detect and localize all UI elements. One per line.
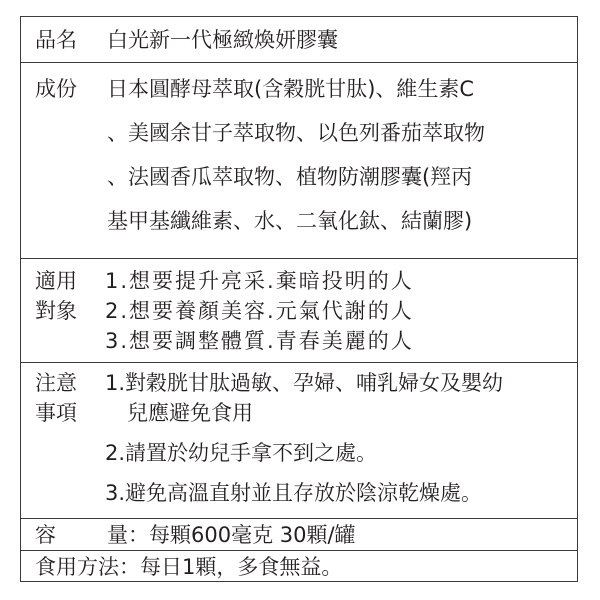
capacity-value: 量：每顆600毫克 30顆/罐: [107, 523, 356, 547]
caution-row: [21, 363, 577, 519]
usage-text: 食用方法：每日1顆，多食無益。: [35, 555, 343, 579]
ingredients-row: [21, 63, 577, 259]
target-label-line: 對象: [35, 299, 77, 323]
caution-label-line: 注意: [35, 371, 77, 395]
target-line: 1.想要提升亮采.棄暗投明的人: [105, 269, 414, 293]
ingredients-line: 、美國余甘子萃取物、以色列番茄萃取物: [107, 121, 485, 145]
ingredients-label: 成份: [35, 77, 77, 101]
target-line: 2.想要養顏美容.元氣代謝的人: [105, 299, 414, 323]
usage-row: [21, 551, 577, 583]
ingredients-line: 基甲基纖維素、水、二氧化鈦、結蘭膠): [107, 209, 473, 233]
capacity-label: 容: [35, 523, 56, 547]
caution-line: 3.避免高溫直射並且存放於陰涼乾燥處。: [105, 481, 483, 505]
target-line: 3.想要調整體質.青春美麗的人: [105, 329, 414, 353]
target-row: [21, 259, 577, 363]
caution-line: 兒應避免食用: [127, 401, 253, 425]
product-name-value: 白光新一代極緻煥妍膠囊: [107, 28, 338, 52]
target-label-line: 適用: [35, 269, 77, 293]
product-info-table: [20, 16, 578, 582]
capacity-row: [21, 519, 577, 551]
product-name-row: [21, 17, 577, 63]
caution-label-line: 事項: [35, 401, 77, 425]
caution-line: 2.請置於幼兒手拿不到之處。: [105, 441, 378, 465]
product-name-label: 品名: [35, 28, 77, 52]
ingredients-line: 、法國香瓜萃取物、植物防潮膠囊(羥丙: [107, 165, 473, 189]
caution-line: 1.對穀胱甘肽過敏、孕婦、哺乳婦女及嬰幼: [105, 371, 504, 395]
ingredients-line: 日本圓酵母萃取(含穀胱甘肽)、維生素C: [107, 77, 475, 101]
